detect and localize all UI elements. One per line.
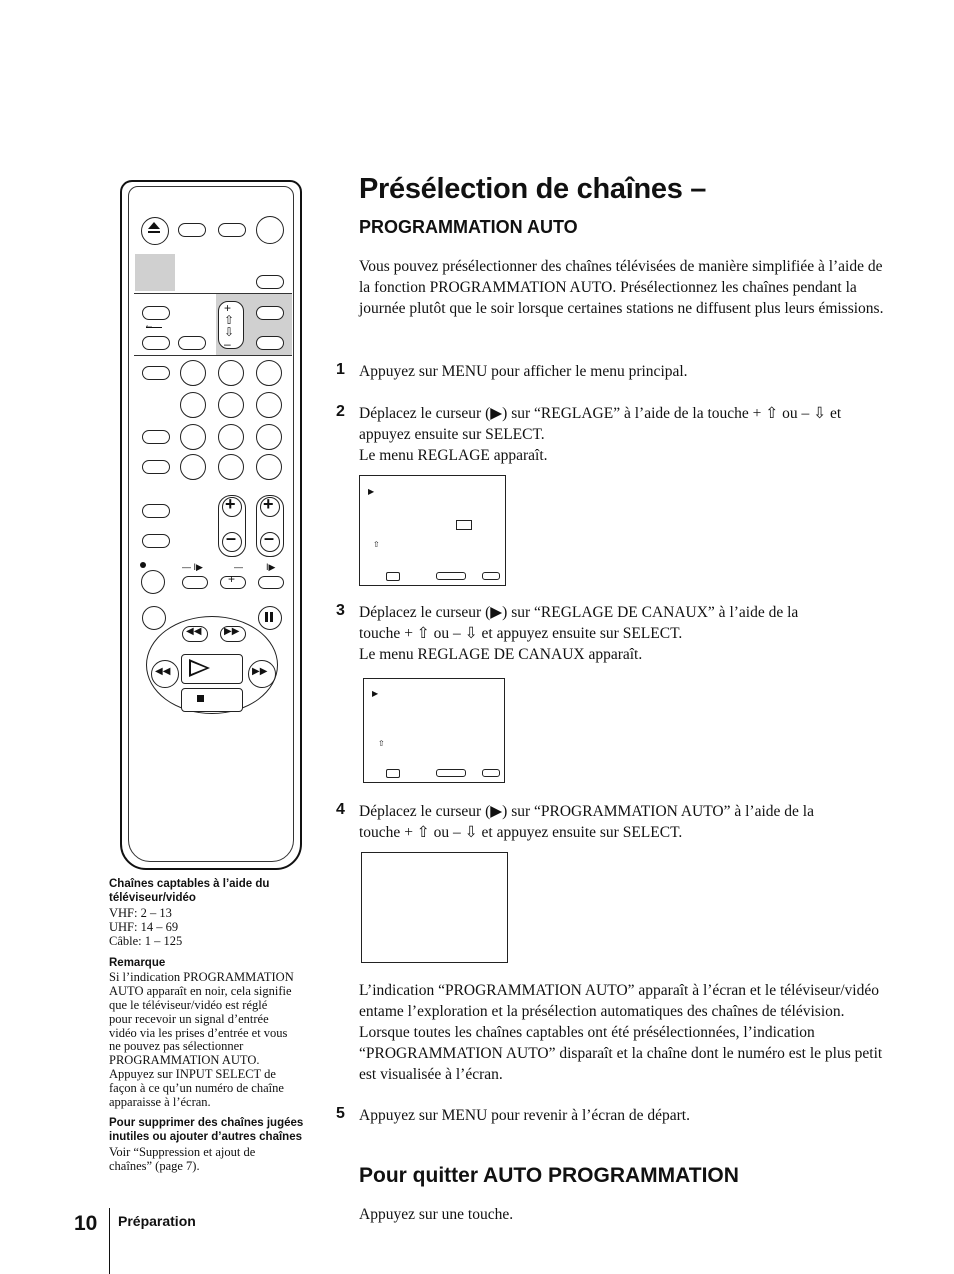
fast-forward-icon: ▶▶ <box>224 626 240 637</box>
eject-icon <box>148 222 160 229</box>
pause-icon <box>265 612 268 622</box>
delete-line: chaînes” (page 7). <box>109 1159 200 1174</box>
page-number: 10 <box>74 1212 98 1235</box>
quit-section-text: Appuyez sur une touche. <box>359 1206 514 1223</box>
note-line: PROGRAMMATION AUTO. <box>109 1053 260 1068</box>
step-4-number: 4 <box>336 801 345 818</box>
note-line: apparaisse à l’écran. <box>109 1094 211 1109</box>
step-2-line-3: Le menu REGLAGE apparaît. <box>359 447 548 464</box>
channel-up-icon: + ⇧ <box>224 301 235 327</box>
step-1-number: 1 <box>336 361 345 378</box>
channel-down-icon: ⇩ – <box>224 325 235 351</box>
step-4-line-1: Déplacez le curseur (▶) sur “PROGRAMMATION AUTO” à l’aide de la <box>359 803 814 820</box>
tv-screen-reglage: ▶ ⇧ <box>359 475 506 586</box>
channels-line: VHF: 2 – 13 <box>109 906 172 920</box>
note-line: ne pouvez pas sélectionner <box>109 1039 244 1054</box>
step-3-line-3: Le menu REGLAGE DE CANAUX apparaît. <box>359 646 643 663</box>
stop-icon <box>197 695 204 702</box>
footer-section: Préparation <box>118 1213 196 1229</box>
note-line: vidéo via les prises d’entrée et vous <box>109 1025 288 1040</box>
step-2-line-1: Déplacez le curseur (▶) sur “REGLAGE” à l’aide de la touche + ⇧ ou – ⇩ et <box>359 405 842 422</box>
quit-section-title: Pour quitter AUTO PROGRAMMATION <box>359 1164 739 1187</box>
record-icon <box>140 562 146 568</box>
step-2-line-2: appuyez ensuite sur SELECT. <box>359 426 545 443</box>
note-line: que le téléviseur/vidéo est réglé <box>109 997 268 1012</box>
note-line: Si l’indication PROGRAMMATION <box>109 970 294 985</box>
step-5-text: Appuyez sur MENU pour revenir à l’écran de départ. <box>359 1107 690 1124</box>
remote-control-illustration: + ⇧ ⇩ – ← + – + – — I▶ — I▶ + ◀◀ ▶▶ ◀◀ ▶▶ <box>120 180 306 870</box>
step-4-line-2: touche + ⇧ ou – ⇩ et appuyez ensuite sur SELECT. <box>359 824 683 841</box>
delete-line: Voir “Suppression et ajout de <box>109 1145 256 1160</box>
delete-heading: Pour supprimer des chaînes jugées inutiles ou ajouter d’autres chaînes <box>109 1117 304 1144</box>
note-line: pour recevoir un signal d’entrée <box>109 1011 269 1026</box>
page-title: Présélection de chaînes – <box>359 173 707 205</box>
channels-line: Câble: 1 – 125 <box>109 933 183 948</box>
rewind-icon: ◀◀ <box>186 626 202 637</box>
step-5-number: 5 <box>336 1105 345 1122</box>
step-2-number: 2 <box>336 403 345 420</box>
stop-button <box>181 688 243 712</box>
pause-button <box>258 606 282 630</box>
note-heading: Remarque <box>109 957 166 970</box>
cursor-icon: ▶ <box>372 689 379 698</box>
page-subtitle: PROGRAMMATION AUTO <box>359 217 578 237</box>
step-3-line-1: Déplacez le curseur (▶) sur “REGLAGE DE CANAUX” à l’aide de la <box>359 604 799 621</box>
sidebar-notes <box>109 877 321 1174</box>
intro-paragraph: Vous pouvez présélectionner des chaînes télévisées de manière simplifiée à l’aide de la fonction PROGRAMMATION AUTO. Présélectionnez les chaînes pendant la journée plutôt que le soir lorsque certaines stations ne diffusent plus leurs émissions. <box>359 258 884 317</box>
after-step-4-paragraph: L’indication “PROGRAMMATION AUTO” apparaît à l’écran et le téléviseur/vidéo entame l’exploration et la présélection automatiques des chaînes de télévision. Lorsque toutes les chaînes captables ont été présélectionnées, l’indication “PROGRAMMATION AUTO” disparaît et la chaîne dont le numéro est le plus petit est visualisée à l’écran. <box>359 982 883 1083</box>
footer-divider <box>109 1208 110 1274</box>
cursor-icon: ▶ <box>368 487 375 496</box>
note-line: Appuyez sur INPUT SELECT de <box>109 1066 276 1081</box>
note-line: façon à ce qu’un numéro de chaîne <box>109 1080 284 1095</box>
note-line: AUTO apparaît en noir, cela signifie <box>109 984 292 999</box>
step-3-number: 3 <box>336 602 345 619</box>
tv-screen-reglage-canaux: ▶ ⇧ <box>363 678 505 783</box>
tv-screen-programmation <box>361 852 508 963</box>
step-1-text: Appuyez sur MENU pour afficher le menu principal. <box>359 363 688 380</box>
channels-line: UHF: 14 – 69 <box>109 919 179 934</box>
channels-heading: Chaînes captables à l’aide du téléviseur/vidéo <box>109 878 270 904</box>
step-3-line-2: touche + ⇧ ou – ⇩ et appuyez ensuite sur SELECT. <box>359 625 683 642</box>
